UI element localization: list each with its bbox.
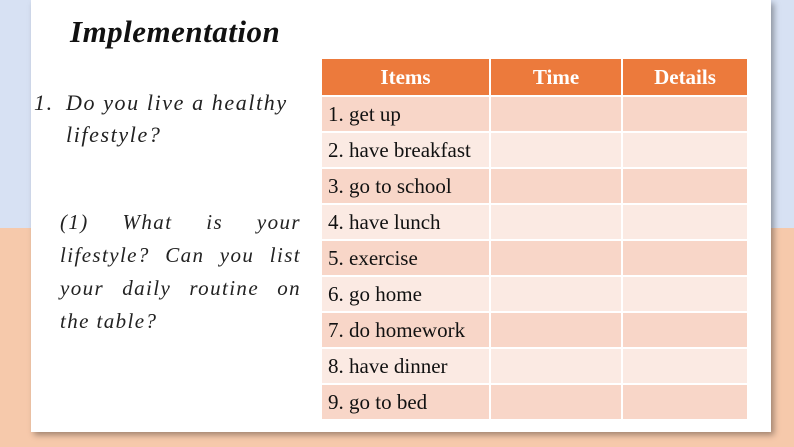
cell-item: 9. go to bed <box>322 384 490 420</box>
table-row <box>322 240 747 276</box>
table-row <box>322 96 747 132</box>
column-header-details: Details <box>622 59 747 96</box>
table-row <box>322 168 747 204</box>
slide-title: Implementation <box>70 14 281 49</box>
table-row <box>322 312 747 348</box>
question-1 <box>34 87 302 151</box>
cell-details[interactable] <box>622 132 747 168</box>
table-row <box>322 132 747 168</box>
cell-time[interactable] <box>490 348 622 384</box>
cell-details[interactable] <box>622 204 747 240</box>
cell-item: 3. go to school <box>322 168 490 204</box>
question-1-number: 1. <box>34 90 54 115</box>
cell-time[interactable] <box>490 240 622 276</box>
cell-details[interactable] <box>622 240 747 276</box>
cell-item: 1. get up <box>322 96 490 132</box>
table-row <box>322 348 747 384</box>
cell-time[interactable] <box>490 96 622 132</box>
cell-item: 5. exercise <box>322 240 490 276</box>
question-1-line-1: Do you live a healthy <box>66 90 288 115</box>
question-1-subquestion: (1) What is your lifestyle? Can you list your daily routine on the table? <box>60 210 301 333</box>
cell-details[interactable] <box>622 168 747 204</box>
cell-details[interactable] <box>622 276 747 312</box>
cell-time[interactable] <box>490 132 622 168</box>
cell-time[interactable] <box>490 168 622 204</box>
column-header-items: Items <box>322 59 490 96</box>
daily-routine-table <box>322 59 747 421</box>
cell-item: 2. have breakfast <box>322 132 490 168</box>
table-row <box>322 204 747 240</box>
cell-item: 4. have lunch <box>322 204 490 240</box>
cell-details[interactable] <box>622 96 747 132</box>
column-header-time: Time <box>490 59 622 96</box>
cell-details[interactable] <box>622 312 747 348</box>
cell-time[interactable] <box>490 312 622 348</box>
cell-details[interactable] <box>622 384 747 420</box>
question-1-line-2: lifestyle? <box>66 122 162 147</box>
cell-time[interactable] <box>490 204 622 240</box>
table-header-row <box>322 59 747 96</box>
table-row <box>322 384 747 420</box>
cell-item: 7. do homework <box>322 312 490 348</box>
cell-item: 8. have dinner <box>322 348 490 384</box>
cell-time[interactable] <box>490 276 622 312</box>
table-row <box>322 276 747 312</box>
cell-details[interactable] <box>622 348 747 384</box>
cell-time[interactable] <box>490 384 622 420</box>
cell-item: 6. go home <box>322 276 490 312</box>
